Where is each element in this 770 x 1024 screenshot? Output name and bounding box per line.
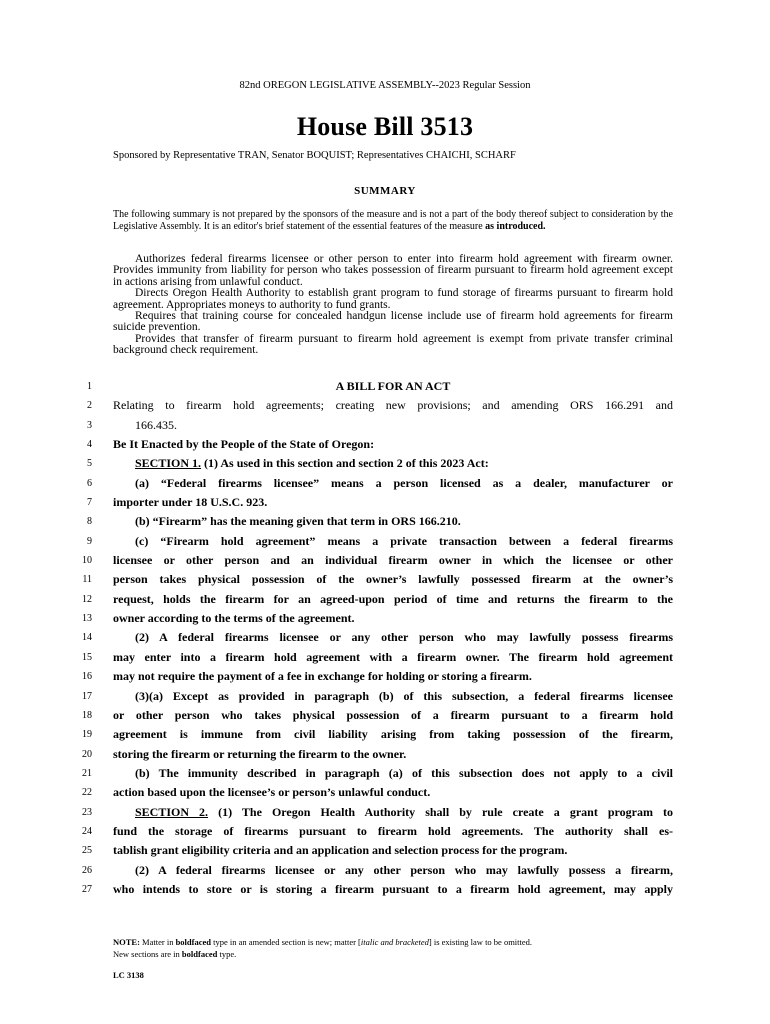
lc-number: LC 3138: [113, 970, 144, 980]
line-text: agreement is immune from civil liability arising from taking possession of the firearm,: [113, 727, 673, 742]
note-text: type in an amended section is new; matter [: [213, 937, 361, 947]
line-number: 11: [82, 574, 92, 586]
summary-body: [113, 254, 673, 357]
bill-line: [0, 687, 770, 706]
line-text: fund the storage of firearms pursuant to firearm hold agreements. The authority shall es-: [113, 823, 673, 838]
sponsors-line: Sponsored by Representative TRAN, Senator BOQUIST; Representatives CHAICHI, SCHARF: [113, 150, 516, 161]
line-number: 16: [82, 671, 92, 683]
bill-line: [0, 454, 770, 473]
bill-line: [0, 783, 770, 802]
summary-paragraph: Authorizes federal firearms licensee or other person to enter into firearm hold agreement with firearm owner. Provides immunity from liability for person who takes possession of firearm pursuant to firearm hold agreement except in actions arising from unlawful conduct.: [113, 253, 673, 288]
note-bold: boldfaced: [175, 937, 211, 947]
bill-line: [0, 628, 770, 647]
note-bold: boldfaced: [181, 949, 218, 959]
line-text: (b) “Firearm” has the meaning given that term in ORS 166.210.: [135, 514, 461, 529]
line-number: 22: [82, 787, 92, 799]
summary-intro: [113, 209, 673, 232]
line-number: 13: [82, 613, 92, 625]
line-text: owner according to the terms of the agreement.: [113, 611, 355, 626]
note-text: New sections are in: [113, 949, 180, 959]
line-text: Relating to firearm hold agreements; creating new provisions; and amending ORS 166.291 and: [113, 398, 673, 413]
line-text: may enter into a firearm hold agreement with a firearm owner. The firearm hold agreement: [113, 649, 673, 664]
line-number: 6: [87, 477, 92, 489]
bill-line: [0, 474, 770, 493]
line-number: 27: [82, 883, 92, 895]
note-italic: italic and bracketed: [360, 937, 429, 947]
line-number: 20: [82, 748, 92, 760]
note-label: NOTE:: [113, 937, 140, 947]
session-header: 82nd OREGON LEGISLATIVE ASSEMBLY--2023 Regular Session: [239, 80, 531, 91]
line-text: 166.435.: [135, 417, 177, 432]
line-number: 18: [82, 709, 92, 721]
bill-line: [0, 822, 770, 841]
bill-line: [0, 725, 770, 744]
line-number: 24: [82, 825, 92, 837]
note-text: Matter in: [142, 937, 174, 947]
bill-line: [0, 841, 770, 860]
section-text: (1) The Oregon Health Authority shall by rule create a grant program to: [208, 804, 673, 819]
line-text: who intends to store or is storing a firearm pursuant to a firearm hold agreement, may apply: [113, 881, 673, 896]
line-number: 1: [87, 381, 92, 392]
summary-paragraph: Requires that training course for concealed handgun license include use of firearm hold agreements for firearm suicide prevention.: [113, 310, 673, 334]
bill-title: House Bill 3513: [296, 112, 474, 141]
line-text: request, holds the firearm for an agreed-upon period of time and returns the firearm to the: [113, 591, 673, 606]
footnote: [113, 936, 673, 960]
line-text: importer under 18 U.S.C. 923.: [113, 495, 268, 510]
bill-line: [0, 435, 770, 454]
line-text: action based upon the licensee’s or person’s unlawful conduct.: [113, 785, 431, 800]
bill-text: [0, 377, 770, 899]
bill-line: [0, 648, 770, 667]
summary-paragraph: Provides that transfer of firearm pursuant to firearm hold agreement is exempt from private transfer criminal background check requirement.: [113, 332, 673, 357]
line-text: (2) A federal firearms licensee or any other person who may lawfully possess a firearm,: [135, 862, 673, 877]
summary-paragraph: Directs Oregon Health Authority to establish grant program to fund storage of firearms pursuant to firearm hold agreement. Appropriates moneys to authority to fund grants.: [113, 287, 673, 311]
bill-heading: A BILL FOR AN ACT: [335, 379, 451, 393]
line-number: 9: [87, 535, 92, 547]
bill-line: [0, 377, 770, 396]
line-text: (c) “Firearm hold agreement” means a private transaction between a federal firearms: [135, 533, 673, 548]
bill-line: [0, 803, 770, 822]
line-number: 2: [87, 400, 92, 412]
line-number: 25: [82, 845, 92, 857]
line-number: 17: [82, 690, 92, 702]
line-text: (3)(a) Except as provided in paragraph (b) of this subsection, a federal firearms licensee: [135, 688, 673, 703]
note-text: type.: [219, 949, 237, 959]
line-number: 15: [82, 651, 92, 663]
line-number: 14: [82, 632, 92, 644]
line-number: 12: [82, 593, 92, 605]
bill-line: [0, 667, 770, 686]
bill-line: [0, 416, 770, 435]
bill-line: [0, 764, 770, 783]
bill-line: [0, 706, 770, 725]
line-text: person takes physical possession of the owner’s lawfully possessed firearm at the owner’s: [113, 572, 673, 587]
bill-line: [0, 551, 770, 570]
line-text: may not require the payment of a fee in exchange for holding or storing a firearm.: [113, 669, 532, 684]
section-text: (1) As used in this section and section 2 of this 2023 Act:: [201, 456, 489, 471]
line-text: [113, 803, 673, 822]
line-number: 5: [87, 458, 92, 470]
line-text: storing the firearm or returning the firearm to the owner.: [113, 746, 407, 761]
line-text: licensee or other person and an individual firearm owner in which the licensee or other: [113, 553, 673, 568]
section-label: SECTION 2.: [135, 804, 209, 819]
line-number: 7: [87, 497, 92, 509]
bill-line: [0, 861, 770, 880]
bill-line: [0, 609, 770, 628]
line-text: (b) The immunity described in paragraph (a) of this subsection does not apply to a civil: [135, 765, 673, 780]
line-number: 26: [82, 864, 92, 876]
note-text: ] is existing law to be omitted.: [428, 937, 533, 947]
summary-heading: SUMMARY: [354, 185, 416, 197]
line-text: (2) A federal firearms licensee or any other person who may lawfully possess firearms: [135, 630, 673, 645]
line-text: or other person who takes physical possession of a firearm pursuant to a firearm hold: [113, 707, 673, 722]
bill-line: [0, 570, 770, 589]
bill-line: [0, 532, 770, 551]
line-number: 19: [82, 729, 92, 741]
line-number: 23: [82, 806, 92, 818]
line-number: 21: [82, 767, 92, 779]
line-text: [113, 454, 673, 473]
summary-intro-bold: as introduced.: [485, 220, 546, 232]
bill-line: [0, 396, 770, 415]
bill-line: [0, 512, 770, 531]
line-number: 4: [87, 439, 92, 451]
line-number: 8: [87, 516, 92, 528]
line-text: tablish grant eligibility criteria and an application and selection process for the program.: [113, 843, 568, 858]
summary-intro-text: The following summary is not prepared by the sponsors of the measure and is not a part of the body thereof subject to consideration by the Legislative Assembly. It is an editor's brief statement of the essential features of the measure: [113, 209, 673, 232]
line-number: 3: [87, 419, 92, 431]
bill-line: [0, 493, 770, 512]
enacting-clause: Be It Enacted by the People of the State of Oregon:: [113, 437, 375, 452]
section-label: SECTION 1.: [135, 456, 202, 471]
bill-line: [0, 880, 770, 899]
bill-line: [0, 745, 770, 764]
line-number: 10: [82, 555, 92, 567]
bill-line: [0, 590, 770, 609]
line-text: (a) “Federal firearms licensee” means a person licensed as a dealer, manufacturer or: [135, 475, 673, 490]
